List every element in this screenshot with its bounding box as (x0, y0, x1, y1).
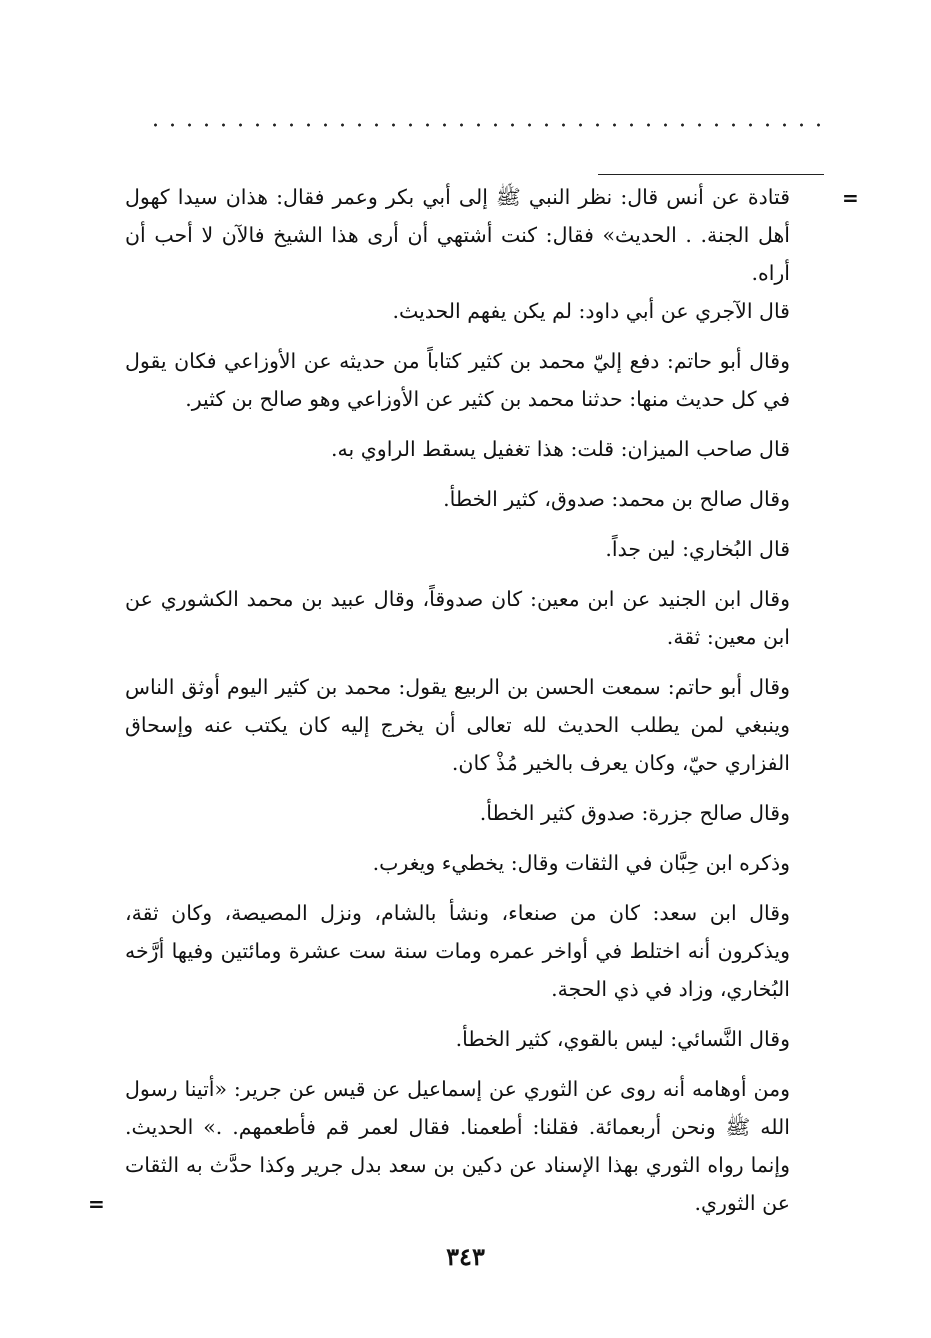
dotted-divider (147, 118, 822, 132)
paragraph: وقال صالح بن محمد: صدوق، كثير الخطأ. (443, 487, 790, 511)
paragraph: قتادة عن أنس قال: نظر النبي ﷺ إلى أبي بكر وعمر فقال: هذان سيدا كهول أهل الجنة. . الحديث» فقال: كنت أشتهي أن أرى هذا الشيخ فالآن لا أحب أن أراه. (125, 185, 790, 285)
continuation-mark-top: = (842, 186, 859, 210)
paragraph: وقال أبو حاتم: سمعت الحسن بن الربيع يقول: محمد بن كثير اليوم أوثق الناس وينبغي لمن يطلب الحديث لله تعالى أن يخرج إليه كان يكتب عنه وإسحاق الفزاري حيّ، وكان يعرف بالخير مُذْ كان. (125, 675, 790, 775)
paragraph: وذكره ابن حِبَّان في الثقات وقال: يخطيء ويغرب. (372, 851, 790, 875)
page-number: ٣٤٣ (446, 1242, 485, 1271)
footnote-rule (598, 174, 824, 175)
paragraph: وقال النَّسائي: ليس بالقوي، كثير الخطأ. (455, 1027, 790, 1051)
paragraph: ومن أوهامه أنه روى عن الثوري عن إسماعيل عن قيس عن جرير: «أتينا رسول الله ﷺ ونحن أربعمائة. فقلنا: أطعمنا. فقال لعمر قم فأطعمهم. .» الحديث. وإنما رواه الثوري بهذا الإسناد عن دكين بن سعد بدل جرير وكذا حدَّث به الثقات عن الثوري. (125, 1077, 790, 1215)
paragraph: وقال صالح جزرة: صدوق كثير الخطأ. (479, 801, 790, 825)
continuation-mark-bottom: = (88, 1192, 105, 1216)
paragraph: قال الآجري عن أبي داود: لم يكن يفهم الحديث. (392, 299, 790, 323)
paragraph: وقال ابن الجنيد عن ابن معين: كان صدوقاً، وقال عبيد بن محمد الكشوري عن ابن معين: ثقة. (125, 587, 790, 649)
paragraph: قال صاحب الميزان: قلت: هذا تغفيل يسقط الراوي به. (331, 437, 790, 461)
paragraph: وقال أبو حاتم: دفع إليّ محمد بن كثير كتاباً من حديثه عن الأوزاعي فكان يقول في كل حديث منها: حدثنا محمد بن كثير عن الأوزاعي وهو صالح بن كثير. (125, 349, 790, 411)
footnote-body (125, 178, 790, 1234)
paragraph: وقال ابن سعد: كان من صنعاء، ونشأ بالشام، ونزل المصيصة، وكان ثقة، ويذكرون أنه اختلط في أواخر عمره ومات سنة ست عشرة ومائتين وفيها أرَّخه البُخاري، وزاد في ذي الحجة. (125, 901, 790, 1001)
paragraph: قال البُخاري: لين جداً. (605, 537, 790, 561)
